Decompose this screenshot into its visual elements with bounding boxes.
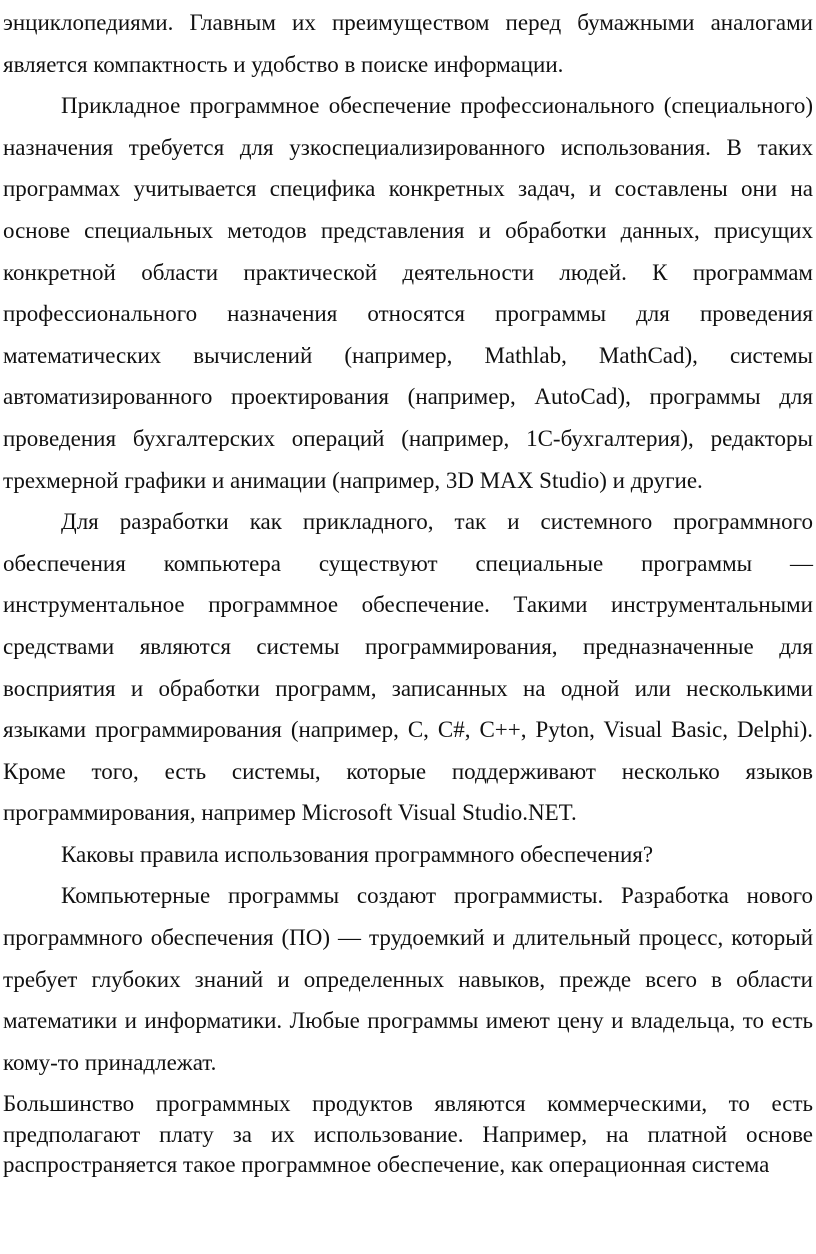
paragraph-applied-software: Прикладное программное обеспечение профессионального (специального) назначения требуется для узкоспециализированного использования. В таких программах учитывается специфика конкретных задач, и составлены они на основе специальных методов представления и обработки данных, присущих конкретной области практической деятельности людей. К программам профессионального назначения относятся программы для проведения математических вычислений (например, Mathlab, MathCad), системы автоматизированного проектирования (например, AutoCad), программы для проведения бухгалтерских операций (например, 1С-бухгалтерия), редакторы трехмерной графики и анимации (например, 3D MAX Studio) и другие.	[3, 93, 813, 493]
paragraph-commercial: Большинство программных продуктов являются коммерческими, то есть предполагают плату за их использование. Например, на платной основе распространяется такое программное обеспечение, как операционная система	[3, 1091, 813, 1178]
document-page	[3, 2, 813, 1181]
paragraph-programmers: Компьютерные программы создают программисты. Разработка нового программного обеспечения (ПО) — трудоемкий и длительный процесс, который требует глубоких знаний и определенных навыков, прежде всего в области математики и информатики. Любые программы имеют цену и владельца, то есть кому-то принадлежат.	[3, 883, 813, 1075]
paragraph-question: Каковы правила использования программного обеспечения?	[61, 841, 654, 867]
paragraph-continuation: энциклопедиями. Главным их преимуществом перед бумажными аналогами является компактность и удобство в поиске информации.	[3, 10, 813, 77]
paragraph-instrumental-software: Для разработки как прикладного, так и системного программного обеспечения компьютера существуют специальные программы — инструментальное программное обеспечение. Такими инструментальными средствами являются системы программирования, предназначенные для восприятия и обработки программ, записанных на одной или несколькими языками программирования (например, С, С#, С++, Pyton, Visual Basic, Delphi). Кроме того, есть системы, которые поддерживают несколько языков программирования, например Microsoft Visual Studio.NET.	[3, 509, 813, 826]
